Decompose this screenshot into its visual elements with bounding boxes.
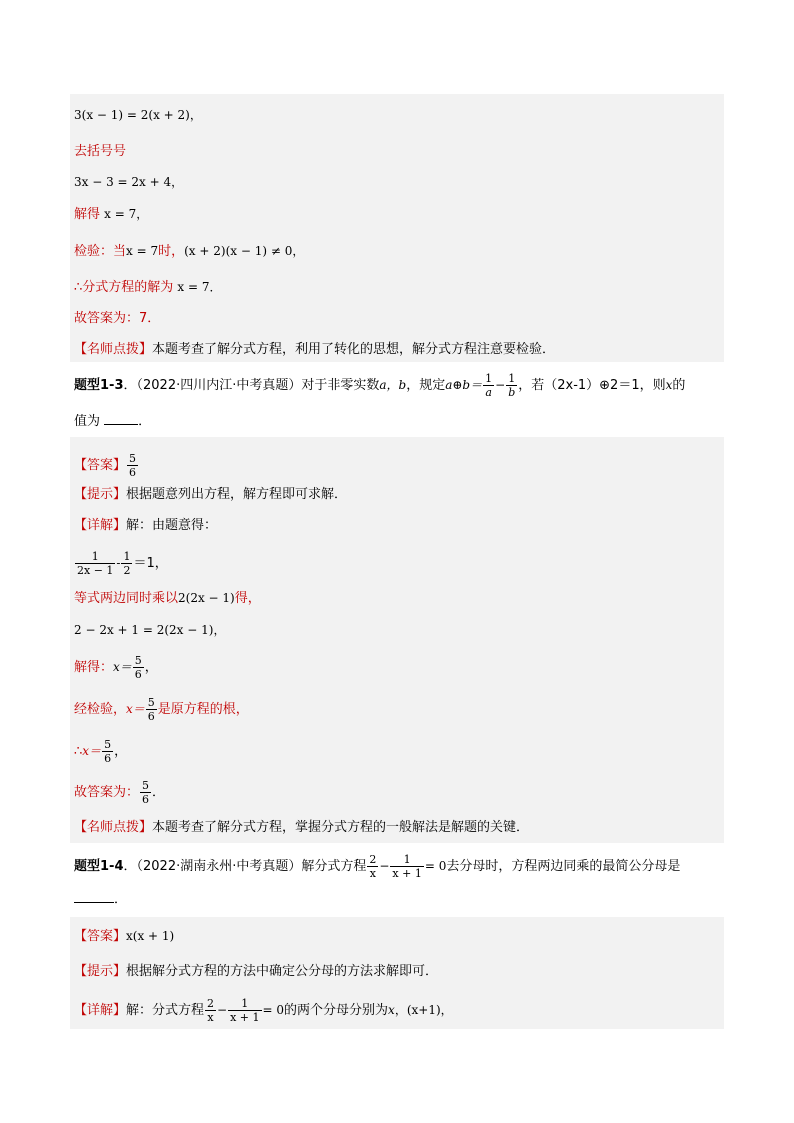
solve-label: 解得 (74, 207, 101, 222)
fraction: $\frac{1}{2x - 1}$ (77, 550, 114, 577)
conclusion-line (74, 276, 222, 298)
fraction: $\frac{1}{x + 1}$ (230, 997, 260, 1024)
equation-line: 2 − 2x + 1 = 2(2x − 1)， (74, 623, 226, 637)
multiply-line: 等式两边同时乘以2(2x − 1)得， (74, 591, 261, 606)
answer-line: 故答案为： $\frac{5}{6}$ ． (74, 779, 166, 806)
solve-line: 解得：x＝ $\frac{5}{6}$ ， (74, 654, 158, 681)
fraction: $\frac{1}{b}$ (508, 372, 516, 399)
solve-value: x = 7， (104, 207, 149, 221)
fraction: $\frac{5}{6}$ (142, 779, 150, 806)
solve-line (74, 203, 148, 225)
question-1-3: 题型1-3．（2022·四川内江·中考真题）对于非零实数a，b，规定a⊕b＝ $\frac{1}{a}$ − $\frac{1}{b}$ ，若（2x-1）⊕2＝1，则x的 (74, 372, 686, 399)
equation-line: 3x − 3 = 2x + 4， (74, 175, 184, 189)
question-label: 题型1-3 (74, 378, 124, 393)
check-value: x = 7 (126, 244, 159, 258)
fraction: $\frac{5}{6}$ (104, 738, 112, 765)
conclusion-line: ∴x＝ $\frac{5}{6}$ ， (74, 738, 128, 765)
question-op: a⊕b＝ (445, 378, 483, 392)
fraction: $\frac{5}{6}$ (134, 654, 142, 681)
fraction: $\frac{5}{6}$ (147, 696, 155, 723)
question-condition: ，若（2x-1）⊕2＝1，则 (518, 378, 666, 393)
conclusion-value: x = 7． (177, 280, 222, 294)
question-label: 题型1-4 (74, 859, 124, 874)
conclusion-label: ∴分式方程的解为 (74, 280, 174, 295)
equation-line: $\frac{1}{2x - 1}$ - $\frac{1}{2}$ ＝1， (77, 550, 168, 577)
fraction: $\frac{5}{6}$ (129, 452, 137, 479)
teacher-tip-tag: 【名师点拨】 (74, 342, 153, 357)
fraction: $\frac{1}{2}$ (123, 550, 131, 577)
fraction: $\frac{2}{x}$ (369, 853, 377, 880)
question-1-3-line2: 值为 ． (74, 414, 152, 429)
detail-row: 【详解】解：由题意得： (74, 518, 218, 533)
question-rule: ，规定 (406, 378, 446, 393)
question-1-4-line2: ． (74, 889, 127, 911)
check-line (74, 240, 304, 262)
solution-block-top (70, 94, 724, 362)
step-text: 去括号号 (74, 144, 127, 159)
answer-line: 故答案为：7． (74, 311, 161, 326)
answer-row: 【答案】 $\frac{5}{6}$ (74, 452, 137, 479)
answer-blank (74, 890, 114, 903)
question-1-4: 题型1-4．（2022·湖南永州·中考真题）解分式方程 $\frac{2}{x}$ − $\frac{1}{x + 1}$ = 0去分母时，方程两边同乘的最简公分母是 (74, 853, 681, 880)
question-source: ．（2022·四川内江·中考真题）对于非零实数 (123, 378, 380, 393)
teacher-tip-text: 本题考查了解分式方程，利用了转化的思想，解分式方程注意要检验． (152, 342, 556, 357)
check-expression: (x + 2)(x − 1) ≠ 0， (184, 244, 305, 258)
fraction: $\frac{1}{a}$ (485, 372, 493, 399)
hint-row: 【提示】根据解分式方程的方法中确定公分母的方法求解即可． (74, 964, 439, 979)
teacher-tip (74, 339, 555, 361)
check-label: 检验：当 (74, 244, 127, 259)
fraction: $\frac{2}{x}$ (207, 997, 215, 1024)
equation-line: 3(x − 1) = 2(x + 2)， (74, 108, 202, 122)
check-line: 经检验，x＝ $\frac{5}{6}$ 是原方程的根， (74, 696, 249, 723)
hint-row: 【提示】根据题意列出方程，解方程即可求解． (74, 487, 348, 502)
teacher-tip: 【名师点拨】本题考查了解分式方程，掌握分式方程的一般解法是解题的关键． (74, 820, 530, 835)
answer-row: 【答案】x(x + 1) (74, 929, 175, 944)
check-when: 时， (158, 244, 185, 259)
fraction: $\frac{1}{x + 1}$ (392, 853, 422, 880)
detail-row: 【详解】解：分式方程 $\frac{2}{x}$ − $\frac{1}{x + 1}$ = 0的两个分母分别为x，(x+1)， (74, 997, 453, 1024)
question-vars: a，b (379, 378, 407, 392)
answer-blank (104, 412, 138, 425)
